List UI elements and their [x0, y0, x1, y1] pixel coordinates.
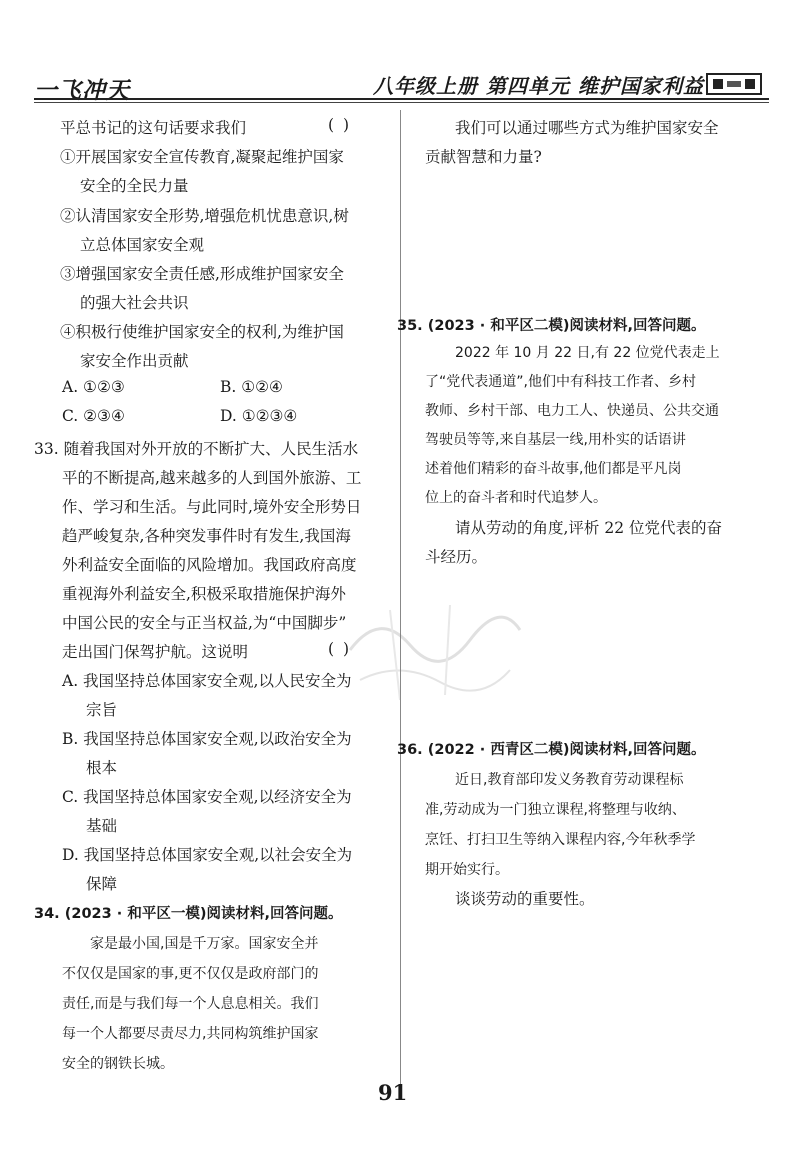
q34-material-line: 安全的钢铁长城。 — [62, 1056, 174, 1072]
q32-item-1: ①开展国家安全宣传教育,凝聚起维护国家 — [60, 148, 344, 166]
q35-material-line: 了“党代表通道”,他们中有科技工作者、乡村 — [425, 374, 696, 390]
q33-stem-line: 中国公民的安全与正当权益,为“中国脚步” — [62, 614, 347, 632]
brand-logo-text: 一飞冲天 — [34, 78, 130, 104]
q35-material-line: 2022 年 10 月 22 日,有 22 位党代表走上 — [455, 345, 720, 361]
q33-option-a[interactable]: A. 我国坚持总体国家安全观,以人民安全为 — [62, 672, 352, 690]
q32-option-d[interactable]: D. ①②③④ — [220, 407, 298, 425]
q36-material-line: 烹饪、打扫卫生等纳入课程内容,今年秋季学 — [425, 832, 696, 848]
header-decoration-icon — [705, 70, 765, 98]
q34-question: 我们可以通过哪些方式为维护国家安全 — [455, 119, 719, 137]
q33-stem-line: 平的不断提高,越来越多的人到国外旅游、工 — [62, 469, 362, 487]
q32-item-4-cont: 家安全作出贡献 — [80, 352, 189, 370]
q32-item-4: ④积极行使维护国家安全的权利,为维护国 — [60, 323, 344, 341]
q33-answer-blank[interactable]: ( ) — [328, 640, 352, 658]
q36-question: 谈谈劳动的重要性。 — [455, 890, 595, 908]
q33-option-b-cont: 根本 — [86, 759, 118, 777]
q32-item-2-cont: 立总体国家安全观 — [80, 236, 205, 254]
q34-material-line: 家是最小国,国是千万家。国家安全并 — [90, 936, 319, 952]
q35-question-cont: 斗经历。 — [425, 548, 488, 566]
q33-option-c-cont: 基础 — [86, 817, 118, 835]
header-rule-thin — [34, 102, 769, 103]
q35-material-line: 教师、乡村干部、电力工人、快递员、公共交通 — [425, 403, 719, 419]
q36-heading: 36. (2022 · 西青区二模)阅读材料,回答问题。 — [397, 742, 706, 758]
q32-option-c[interactable]: C. ②③④ — [62, 407, 125, 425]
q33-option-c[interactable]: C. 我国坚持总体国家安全观,以经济安全为 — [62, 788, 352, 806]
q32-option-a[interactable]: A. ①②③ — [62, 378, 125, 396]
q33-stem-line: 作、学习和生活。与此同时,境外安全形势日 — [62, 498, 362, 516]
q33-option-b[interactable]: B. 我国坚持总体国家安全观,以政治安全为 — [62, 730, 352, 748]
q36-material-line: 准,劳动成为一门独立课程,将整理与收纳、 — [425, 802, 686, 818]
q33-stem-line: 重视海外利益安全,积极采取措施保护海外 — [62, 585, 346, 603]
watermark-stamp-icon — [330, 590, 530, 710]
q35-material-line: 驾驶员等等,来自基层一线,用朴实的话语讲 — [425, 432, 686, 448]
q32-option-b[interactable]: B. ①②④ — [220, 378, 283, 396]
q33-option-d-cont: 保障 — [86, 875, 118, 893]
q33-stem-line: 外利益安全面临的风险增加。我国政府高度 — [62, 556, 357, 574]
q32-item-3: ③增强国家安全责任感,形成维护国家安全 — [60, 265, 344, 283]
q32-item-3-cont: 的强大社会共识 — [80, 294, 189, 312]
q35-heading: 35. (2023 · 和平区二模)阅读材料,回答问题。 — [397, 318, 706, 334]
q36-material-line: 期开始实行。 — [425, 862, 509, 878]
q35-material-line: 位上的奋斗者和时代追梦人。 — [425, 490, 607, 506]
q32-answer-blank[interactable]: ( ) — [328, 116, 352, 134]
q34-question-cont: 贡献智慧和力量? — [425, 148, 542, 166]
q34-material-line: 不仅仅是国家的事,更不仅仅是政府部门的 — [62, 966, 319, 982]
page-number: 91 — [378, 1080, 408, 1105]
q33-stem-line: 走出国门保驾护航。这说明 — [62, 643, 249, 661]
q32-item-1-cont: 安全的全民力量 — [80, 177, 189, 195]
header-rule — [34, 98, 769, 100]
q34-material-line: 每一个人都要尽责尽力,共同构筑维护国家 — [62, 1026, 319, 1042]
q33-option-d[interactable]: D. 我国坚持总体国家安全观,以社会安全为 — [62, 846, 353, 864]
q35-material-line: 述着他们精彩的奋斗故事,他们都是平凡岗 — [425, 461, 682, 477]
q33-option-a-cont: 宗旨 — [86, 701, 118, 719]
q33-stem-line: 33. 随着我国对外开放的不断扩大、人民生活水 — [34, 440, 359, 458]
q32-item-2: ②认清国家安全形势,增强危机忧患意识,树 — [60, 207, 349, 225]
q32-stem: 平总书记的这句话要求我们 — [60, 119, 247, 137]
q36-material-line: 近日,教育部印发义务教育劳动课程标 — [455, 772, 684, 788]
q34-material-line: 责任,而是与我们每一个人息息相关。我们 — [62, 996, 319, 1012]
q33-stem-line: 趋严峻复杂,各种突发事件时有发生,我国海 — [62, 527, 351, 545]
q35-question: 请从劳动的角度,评析 22 位党代表的奋 — [455, 519, 723, 537]
q34-heading: 34. (2023 · 和平区一模)阅读材料,回答问题。 — [34, 906, 343, 922]
page-header-title: 八年级上册 第四单元 维护国家利益 — [373, 74, 704, 98]
